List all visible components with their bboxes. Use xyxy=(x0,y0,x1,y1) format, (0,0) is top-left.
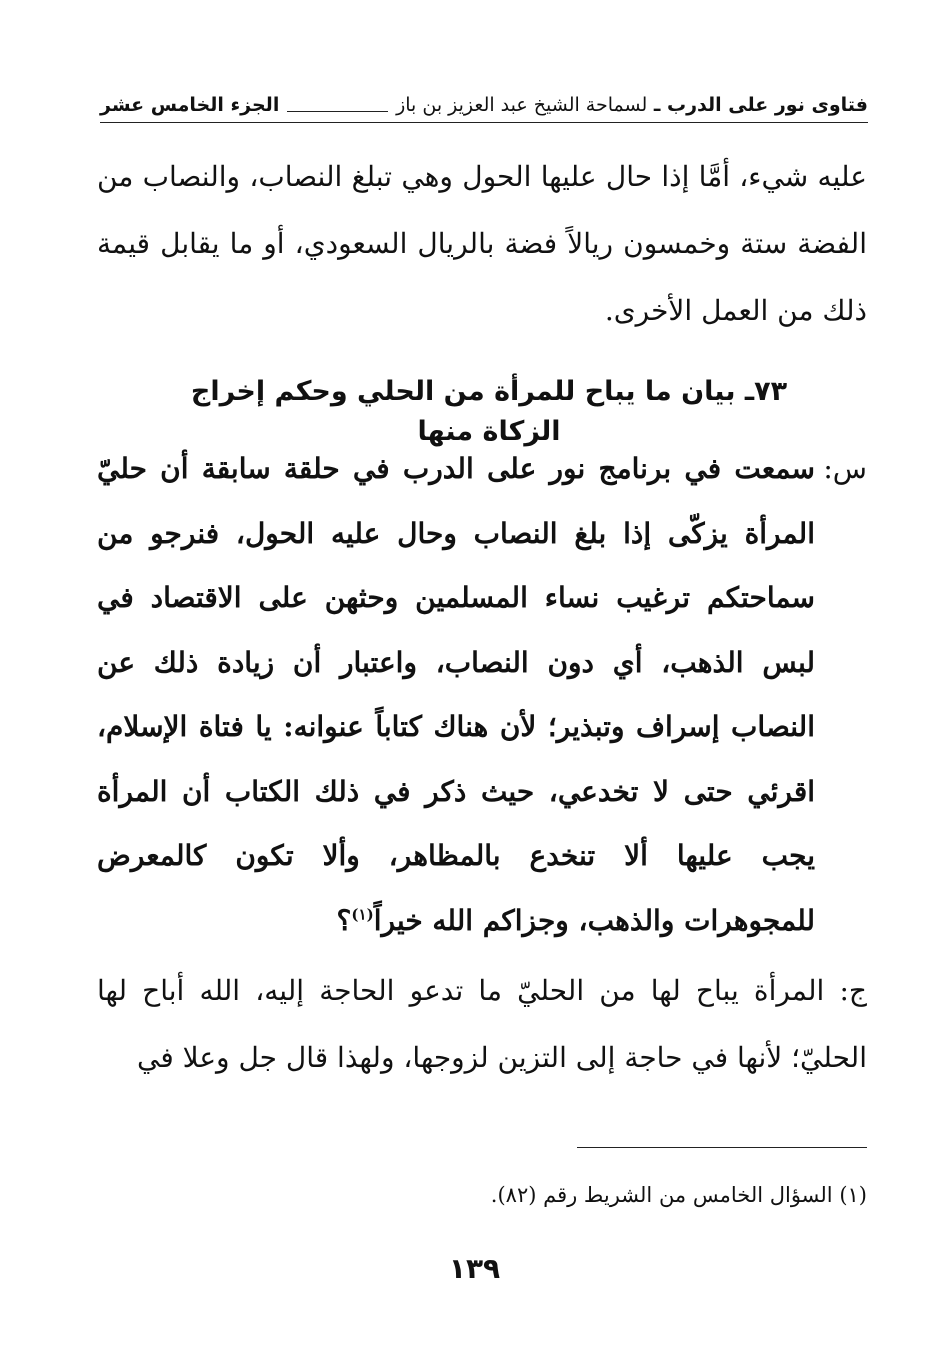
header-book-title: فتاوى نور على الدرب xyxy=(667,94,868,116)
footnote: (١) السؤال الخامس من الشريط رقم (٨٢). xyxy=(490,1183,867,1207)
header-author: لسماحة الشيخ عبد العزيز بن باز xyxy=(396,94,648,116)
running-header xyxy=(100,88,868,123)
answer-prefix: ج: xyxy=(839,974,867,1007)
footnote-divider xyxy=(577,1147,867,1148)
header-dash-line xyxy=(287,99,388,112)
question-text: سمعت في برنامج نور على الدرب في حلقة سابقة أن حليّ المرأة يزكّى إذا بلغ النصاب وحال عليه الحول، فنرجو من سماحتكم ترغيب نساء المسلمين وحثهن على الاقتصاد في لبس الذهب، أي دون النصاب، واعتبار أن زيادة ذلك عن النصاب إسراف وتبذير؛ لأن هناك كتاباً عنوانه: يا فتاة الإسلام، اقرئي حتى لا تخدعي، حيث ذكر في ذلك الكتاب أن المرأة يجب عليها ألا تنخدع بالمظاهر، وألا تكون كالمعرض للمجوهرات والذهب، وجزاكم الله خيراً xyxy=(97,452,815,937)
section-heading: ٧٣ـ بيان ما يباح للمرأة من الحلي وحكم إخراج الزكاة منها xyxy=(190,376,788,447)
page-number: ١٣٩ xyxy=(448,1252,501,1285)
question-body xyxy=(97,437,815,953)
header-title-author xyxy=(396,94,868,116)
header-volume: الجزء الخامس عشر xyxy=(100,94,280,116)
question-prefix: س: xyxy=(823,452,867,485)
answer-text: المرأة يباح لها من الحليّ ما تدعو الحاجة إليه، الله أباح لها الحليّ؛ لأنها في حاجة إلى التزين لزوجها، ولهذا قال جل وعلا في xyxy=(97,974,867,1074)
question-end-mark: ؟ xyxy=(336,903,352,937)
answer-block xyxy=(97,957,867,1091)
question-block xyxy=(97,437,867,953)
continued-paragraph: عليه شيء، أمَّا إذا حال عليها الحول وهي تبلغ النصاب، والنصاب من الفضة ستة وخمسون ريالاً فضة بالريال السعودي، أو ما يقابل قيمة ذلك من العمل الأخرى. xyxy=(97,160,867,327)
footnote-reference: (١) xyxy=(351,905,374,924)
header-separator: ـ xyxy=(647,94,661,116)
